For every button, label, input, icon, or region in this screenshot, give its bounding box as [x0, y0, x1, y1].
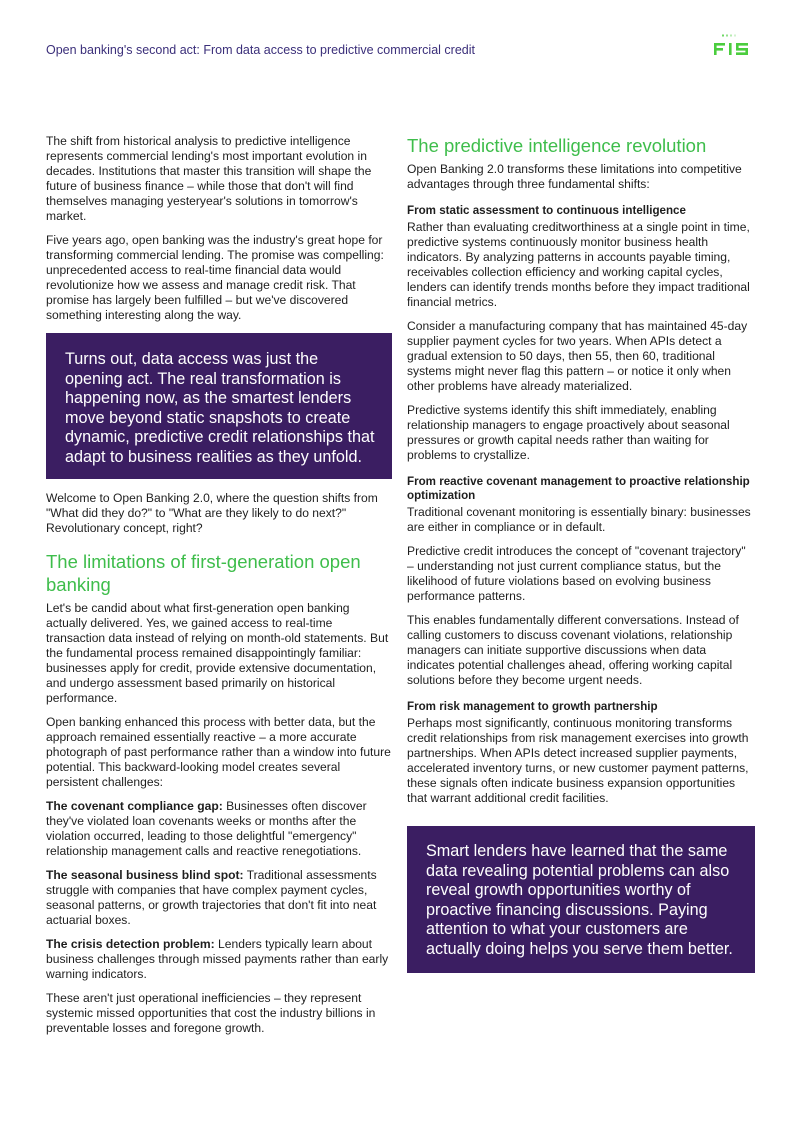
right-column — [407, 134, 755, 973]
covenant-paragraph-3: This enables fundamentally different conversations. Instead of calling customers to discuss covenant violations, relationship managers can initiate supportive discussions when data indicates potential challenges ahead, offering working capital solutions before they become urgent needs. — [407, 613, 739, 687]
continuous-paragraph-3: Predictive systems identify this shift immediately, enabling relationship managers to engage proactively about seasonal pressures or growth capital needs rather than waiting for problems to crystallize. — [407, 403, 730, 462]
subheading-continuous-intelligence: From static assessment to continuous intelligence — [407, 204, 686, 217]
covenant-paragraph-2: Predictive credit introduces the concept of "covenant trajectory" – understanding not just current compliance status, but the likelihood of future violations based on evolving business performance patterns. — [407, 544, 746, 603]
intro-paragraph: The shift from historical analysis to predictive intelligence represents commercial lending's most important evolution in decades. Institutions that master this transition will shape the future of business finance – while those that don't will find themselves managing yesteryear's solutions in tomorrow's market. — [46, 134, 372, 223]
heading-predictive-revolution: The predictive intelligence revolution — [407, 135, 707, 156]
challenge-seasonal-text: Traditional assessments struggle with companies that have complex payment cycles, seasonal patterns, or growth trajectories that don't fit into neat actuarial boxes. — [46, 868, 377, 927]
challenge-covenant-label: The covenant compliance gap: — [46, 799, 223, 813]
challenge-crisis — [46, 937, 392, 982]
continuous-paragraph-2: Consider a manufacturing company that has maintained 45-day supplier payment cycles for two years. When APIs detect a gradual extension to 50 days, then 55, then 60, traditional systems might never flag this pattern – or notice it only when other problems have already materialized. — [407, 319, 748, 393]
challenge-covenant — [46, 799, 392, 859]
inefficiencies-paragraph: These aren't just operational inefficiencies – they represent systemic missed opportunities that cost the industry billions in preventable losses and foregone growth. — [46, 991, 376, 1035]
welcome-paragraph: Welcome to Open Banking 2.0, where the question shifts from "What did they do?" to "What are they likely to do next?" Revolutionary concept, right? — [46, 491, 378, 535]
reactive-paragraph: Open banking enhanced this process with better data, but the approach remained essentially reactive – a more accurate photograph of past performance rather than a window into future potential. This backward-looking model creates several persistent challenges: — [46, 715, 391, 789]
heading-limitations: The limitations of first-generation open banking — [46, 551, 361, 595]
left-column — [46, 134, 392, 1045]
shifts-intro-paragraph: Open Banking 2.0 transforms these limitations into competitive advantages through three fundamental shifts: — [407, 162, 742, 191]
pull-quote-smart-lenders: Smart lenders have learned that the same data revealing potential problems can also reveal growth opportunities worthy of proactive financing discussions. Paying attention to what your customers are actually doing helps you serve them better. — [407, 826, 755, 973]
growth-paragraph: Perhaps most significantly, continuous monitoring transforms credit relationships from risk management exercises into growth partnerships. When APIs detect increased supplier payments, accelerated inventory turns, or new customer payment patterns, these signals often indicate business expansion opportunities that warrant additional credit facilities. — [407, 716, 749, 805]
challenge-crisis-text: Lenders typically learn about business challenges through missed payments rather than early warning indicators. — [46, 937, 389, 981]
covenant-paragraph-1: Traditional covenant monitoring is essentially binary: businesses are either in compliance or in default. — [407, 505, 751, 534]
pull-quote-data-access: Turns out, data access was just the opening act. The real transformation is happening now, as the smartest lenders move beyond static snapshots to create dynamic, predictive credit relationships that adapt to business realities as they unfold. — [46, 333, 392, 479]
subheading-covenant-optimization: From reactive covenant management to proactive relationship optimization — [407, 475, 750, 502]
challenge-seasonal-label: The seasonal business blind spot: — [46, 868, 244, 882]
fis-logo-icon — [712, 33, 756, 57]
fis-logo — [712, 33, 756, 57]
subheading-growth-partnership: From risk management to growth partnership — [407, 700, 658, 713]
challenge-covenant-text: Businesses often discover they've violated loan covenants weeks or months after the violation occurred, leading to those delightful "emergency" relationship management calls and reactive renegotiations. — [46, 799, 367, 858]
challenge-seasonal — [46, 868, 392, 928]
history-paragraph: Five years ago, open banking was the industry's great hope for transforming commercial lending. The promise was compelling: unprecedented access to real-time financial data would revolutionize how we assess and manage credit risk. That promise has largely been fulfilled – but we've discovered something interesting along the way. — [46, 233, 384, 322]
candid-paragraph: Let's be candid about what first-generation open banking actually delivered. Yes, we gained access to real-time transaction data instead of relying on month-old statements. But the fundamental process remained disappointingly familiar: businesses apply for credit, provide extensive documentation, and undergo assessment based primarily on historical performance. — [46, 601, 389, 705]
challenge-crisis-label: The crisis detection problem: — [46, 937, 215, 951]
continuous-paragraph-1: Rather than evaluating creditworthiness at a single point in time, predictive systems continuously monitor business health indicators. By analyzing patterns in accounts payable timing, receivables collection efficiency and working capital cycles, lenders can identify trends months before they impact traditional financial metrics. — [407, 220, 750, 309]
page-header-title: Open banking's second act: From data access to predictive commercial credit — [46, 43, 475, 57]
